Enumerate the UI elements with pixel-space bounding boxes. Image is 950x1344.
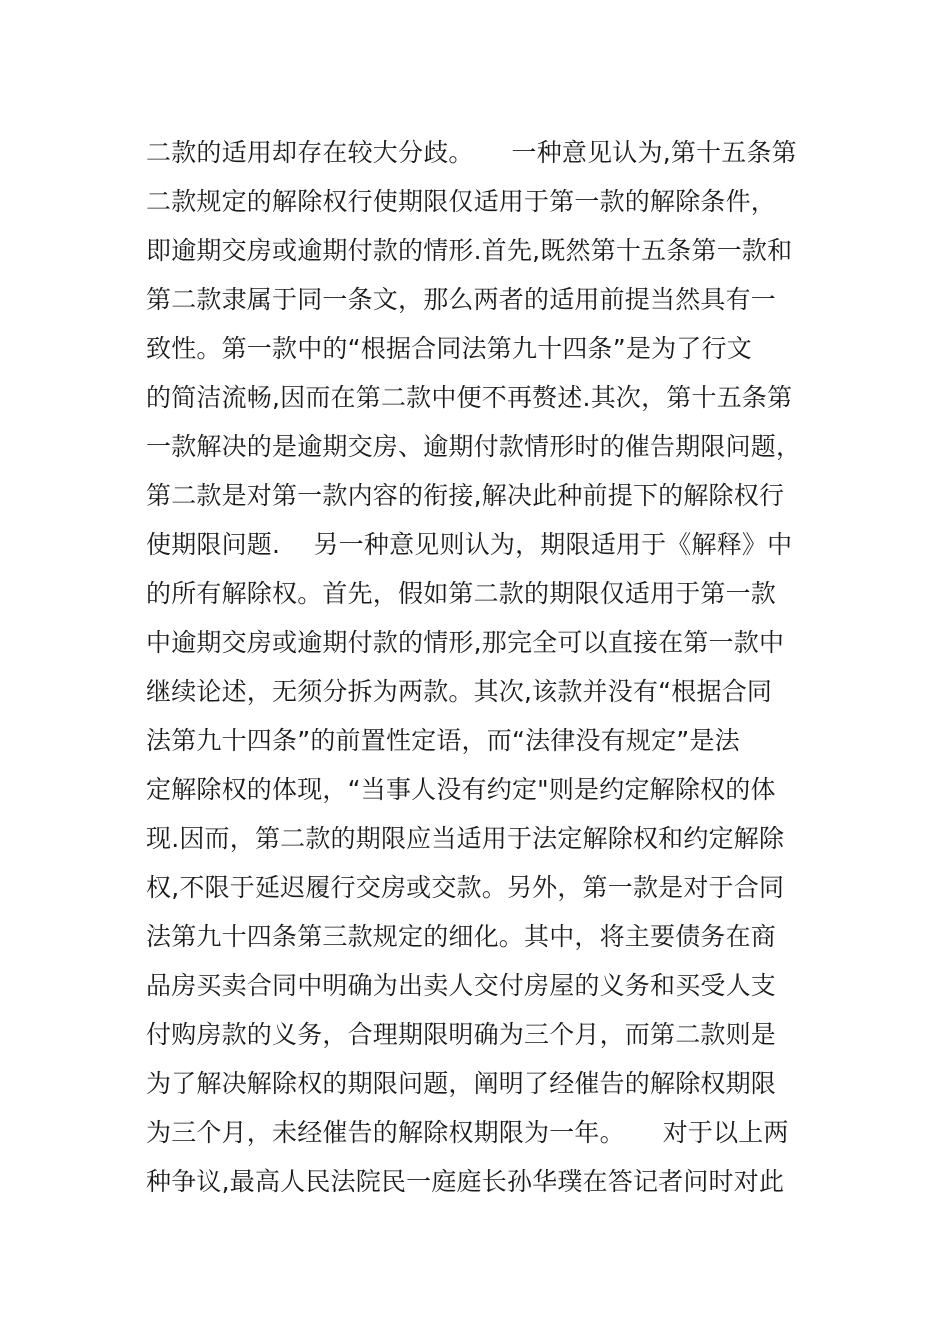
text-line: 二款规定的解除权行使期限仅适用于第一款的解除条件， — [146, 187, 777, 216]
text-line: 第二款是对第一款内容的衔接,解决此种前提下的解除权行 — [146, 481, 785, 510]
text-line: 致性。第一款中的“根据合同法第九十四条”是为了行文 — [146, 334, 752, 363]
text-line: 付购房款的义务，合理期限明确为三个月，而第二款则是 — [146, 1020, 777, 1049]
text-line: 二款的适用却存在较大分歧。 一种意见认为,第十五条第 — [146, 138, 797, 167]
text-line: 品房买卖合同中明确为出卖人交付房屋的义务和买受人支 — [146, 971, 777, 1000]
text-line: 种争议,最高人民法院民一庭庭长孙华璞在答记者问时对此 — [146, 1167, 785, 1196]
text-line: 的简洁流畅,因而在第二款中便不再赘述.其次，第十五条第 — [146, 383, 793, 412]
text-line: 为了解决解除权的期限问题，阐明了经催告的解除权期限 — [146, 1069, 777, 1098]
text-line: 法第九十四条”的前置性定语，而“法律没有规定”是法 — [146, 726, 740, 755]
text-line: 为三个月，未经催告的解除权期限为一年。 对于以上两 — [146, 1118, 789, 1147]
body-text — [146, 128, 816, 1206]
text-line: 法第九十四条第三款规定的细化。其中，将主要债务在商 — [146, 922, 777, 951]
text-line: 现.因而，第二款的期限应当适用于法定解除权和约定解除 — [146, 824, 785, 853]
text-line: 定解除权的体现，“当事人没有约定"则是约定解除权的体 — [146, 775, 776, 804]
text-line: 继续论述，无须分拆为两款。其次,该款并没有“根据合同 — [146, 677, 773, 706]
text-line: 即逾期交房或逾期付款的情形.首先,既然第十五条第一款和 — [146, 236, 793, 265]
text-line: 一款解决的是逾期交房、逾期付款情形时的催告期限问题， — [146, 432, 802, 461]
text-line: 使期限问题. 另一种意见则认为，期限适用于《解释》中 — [146, 530, 793, 559]
text-line: 中逾期交房或逾期付款的情形,那完全可以直接在第一款中 — [146, 628, 785, 657]
text-line: 第二款隶属于同一条文，那么两者的适用前提当然具有一 — [146, 285, 777, 314]
text-line: 的所有解除权。首先，假如第二款的期限仅适用于第一款 — [146, 579, 777, 608]
text-line: 权,不限于延迟履行交房或交款。另外，第一款是对于合同 — [146, 873, 785, 902]
